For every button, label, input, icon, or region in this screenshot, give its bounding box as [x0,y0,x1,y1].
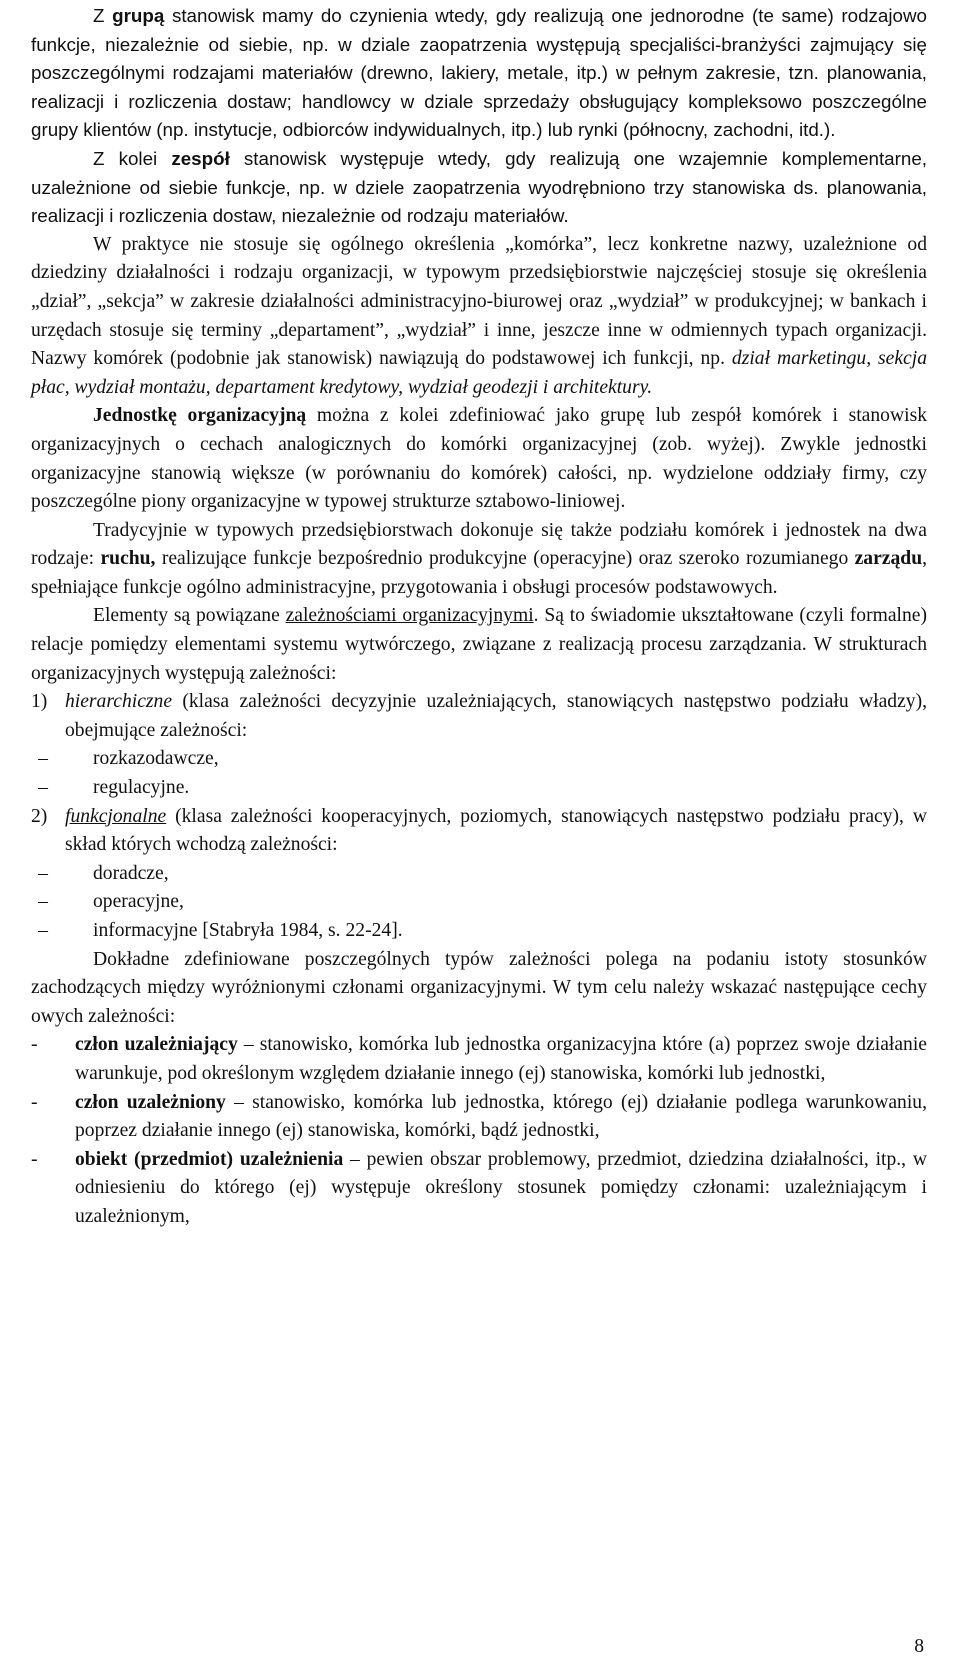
list-item: – informacyjne [Stabryła 1984, s. 22-24]. [38,920,403,941]
paragraph-grupa: Z grupą stanowisk mamy do czynienia wtedy, gdy realizują one jednorodne (te same) rodzajowo funkcje, niezależnie od siebie, np. w dziale zaopatrzenia występują specjaliści-branżyści zajmujący się poszczególnymi rodzajami materiałów (drewno, lakiery, metale, itp.) w pełnym zakresie, tzn. planowania, realizacji i rozliczenia dostaw; handlowcy w dziale sprzedaży obsługujący kompleksowo poszczególne grupy klientów (np. instytucje, odbiorców indywidualnych, itp.) lub rynki (północny, zachodni, itd.). [31,5,927,141]
term-ruchu: ruchu, [100,548,156,570]
list-item: – doradcze, [38,862,169,884]
term-hierarchiczne: hierarchiczne [65,691,173,713]
examples-italic: dział marketingu, sekcja płac, wydział montażu, departament kredytowy, wydział geodezji i architektury. [31,348,927,398]
list-item: – regulacyjne. [38,777,190,799]
term-jednostka: Jednostkę organizacyjną [93,405,307,427]
paragraph-komorka: W praktyce nie stosuje się ogólnego określenia „komórka”, lecz konkretne nazwy, uzależnione od dziedziny działalności i rodzaju organizacji, w typowym przedsiębiorstwie najczęściej stosuje się określenia „dział”, „sekcja” w zakresie działalności administracyjno-biurowej oraz „wydział” w produkcyjnej; w bankach i urzędach stosuje się terminy „departament”, „wydział” i inne, jeszcze inne w odmiennych typach organizacji. Nazwy komórek (podobnie jak stanowisk) nawiązują do podstawowej ich funkcji, np. dział marketingu, sekcja płac, wydział montażu, departament kredytowy, wydział geodezji i architektury. [31,233,927,398]
page-number: 8 [914,1636,924,1657]
list-item: – operacyjne, [38,891,184,913]
feature-item-czlon-uzalezniajacy: - człon uzależniający – stanowisko, komórka lub jednostka organizacyjna które (a) poprzez swoje działanie warunkuje, pod określonym względem działanie innego (ej) stanowiska, komórki lub jednostki, [31,1034,927,1084]
paragraph-dokladne: Dokładne zdefiniowane poszczególnych typów zależności polega na podaniu istoty stosunków zachodzących między wyróżnionymi członami organizacyjnymi. W tym celu należy wskazać następujące cechy owych zależności: [31,948,927,1027]
list-item: – rozkazodawcze, [38,748,219,770]
term-zespol: zespół [171,147,230,169]
paragraph-elementy: Elementy są powiązane zależnościami organizacyjnymi. Są to świadomie ukształtowane (czyli formalne) relacje pomiędzy elementami systemu wytwórczego, związane z realizacją procesu zarządzania. W strukturach organizacyjnych występują zależności: [31,605,927,684]
list-item-funkcjonalne: 2) funkcjonalne (klasa zależności kooperacyjnych, poziomych, stanowiących następstwo podziału pracy), w skład których wchodzą zależności: [31,805,927,856]
feature-item-czlon-uzalezniony: - człon uzależniony – stanowisko, komórka lub jednostka, którego (ej) działanie podlega warunkowaniu, poprzez działanie innego (ej) stanowiska, komórki, bądź jednostki, [31,1091,927,1142]
term-funkcjonalne: funkcjonalne [65,805,167,827]
paragraph-tradycyjnie: Tradycyjnie w typowych przedsiębiorstwach dokonuje się także podziału komórek i jednostek na dwa rodzaje: ruchu, realizujące funkcje bezpośrednio produkcyjne (operacyjne) oraz szeroko rozumianego zarządu, spełniające funkcje ogólno administracyjne, przygotowania i obsługi procesów podstawowych. [31,519,927,598]
term-zaleznosci-organizacyjne: zależnościami organizacyjnymi [285,605,534,627]
list-item-hierarchiczne: 1) hierarchiczne (klasa zależności decyzyjnie uzależniających, stanowiących następstwo podziału władzy), obejmujące zależności: [31,691,927,741]
term-zarzadu: zarządu [854,548,923,570]
term-grupa: grupą [112,5,165,26]
feature-item-obiekt-uzaleznienia: - obiekt (przedmiot) uzależnienia – pewien obszar problemowy, przedmiot, dziedzina działalności, itp., w odniesieniu do którego (ej) występuje określony stosunek pomiędzy członami: uzależniającym i uzależnionym, [31,1148,927,1227]
document-page [31,0,927,1232]
paragraph-jednostka: Jednostkę organizacyjną można z kolei zdefiniować jako grupę lub zespół komórek i stanowisk organizacyjnych o cechach analogicznych do komórki organizacyjnej (zob. wyżej). Zwykle jednostki organizacyjne stanowią większe (w porównaniu do komórek) całości, np. wydzielone oddziały firmy, czy poszczególne piony organizacyjne w typowej strukturze sztabowo-liniowej. [31,405,927,513]
paragraph-zespol: Z kolei zespół stanowisk występuje wtedy, gdy realizują one wzajemnie komplementarne, uzależnione od siebie funkcje, np. w dziele zaopatrzenia wyodrębniono trzy stanowiska ds. planowania, realizacji i rozliczenia dostaw, niezależnie od rodzaju materiałów. [31,147,927,227]
